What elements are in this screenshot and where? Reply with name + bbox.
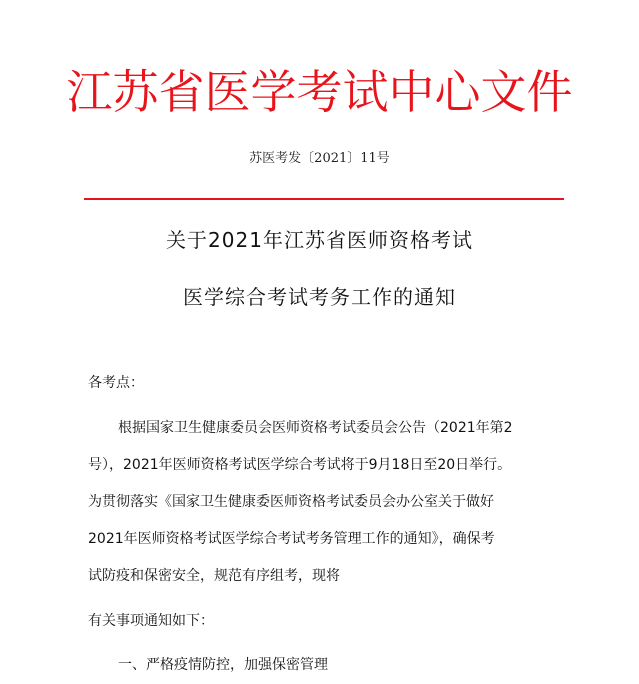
paragraph-line-3: 为贯彻落实《国家卫生健康委医师资格考试委员会办公室关于做好 <box>88 494 494 510</box>
document-title-line-1: 关于2021年江苏省医师资格考试 <box>166 228 473 252</box>
paragraph-line-4: 2021年医师资格考试医学综合考试考务管理工作的通知》，确保考 <box>88 531 495 547</box>
section-heading: 一、严格疫情防控，加强保密管理 <box>118 657 328 673</box>
paragraph-line-1: 根据国家卫生健康委员会医师资格考试委员会公告（2021年第2 <box>118 420 513 436</box>
document-number: 苏医考发〔2021〕11号 <box>249 151 390 166</box>
paragraph-line-2: 号），2021年医师资格考试医学综合考试将于9月18日至20日举行。 <box>88 457 512 473</box>
notice-line: 有关事项通知如下： <box>88 613 214 629</box>
paragraph-line-5: 试防疫和保密安全，规范有序组考，现将 <box>88 568 340 584</box>
salutation: 各考点： <box>88 375 144 391</box>
document-header: 江苏省医学考试中心文件 <box>66 65 573 119</box>
document-title-line-2: 医学综合考试考务工作的通知 <box>183 285 456 309</box>
red-divider <box>84 198 564 200</box>
